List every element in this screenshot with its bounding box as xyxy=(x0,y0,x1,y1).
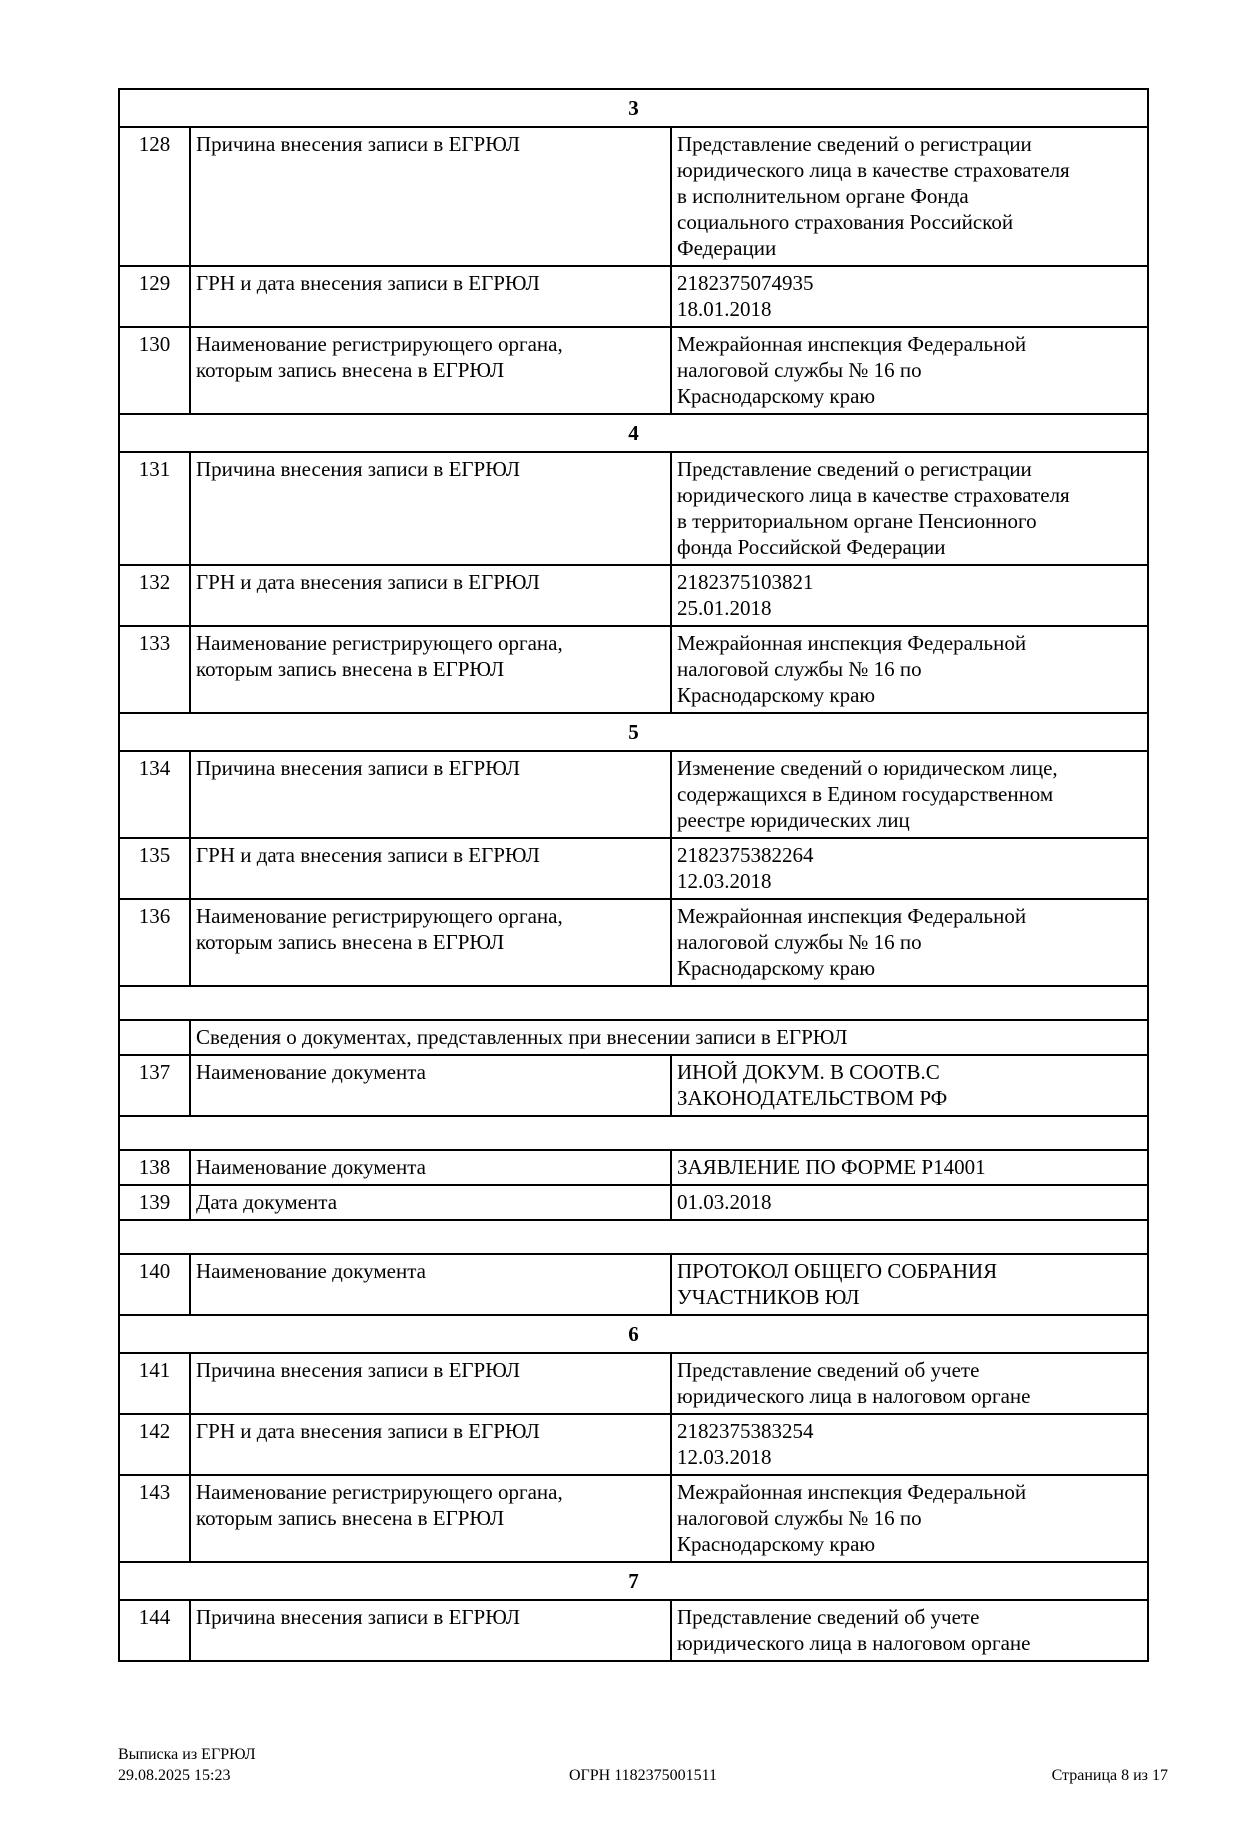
field-label-cell: Причина внесения записи в ЕГРЮЛ xyxy=(190,452,671,565)
field-value-cell: Межрайонная инспекция Федеральной налоговой службы № 16 по Краснодарскому краю xyxy=(671,327,1148,414)
footer-page-number: Страница 8 из 17 xyxy=(1051,1767,1168,1784)
field-value-cell: 2182375382264 12.03.2018 xyxy=(671,838,1148,899)
record-row xyxy=(119,327,1148,414)
field-label-cell: ГРН и дата внесения записи в ЕГРЮЛ xyxy=(190,1414,671,1475)
field-label-cell: ГРН и дата внесения записи в ЕГРЮЛ xyxy=(190,565,671,626)
field-value-cell: Представление сведений об учете юридического лица в налоговом органе xyxy=(671,1600,1148,1661)
record-row xyxy=(119,751,1148,838)
footer-ogrn: ОГРН 1182375001511 xyxy=(568,1767,718,1784)
field-label-cell: Наименование регистрирующего органа, которым запись внесена в ЕГРЮЛ xyxy=(190,327,671,414)
spacer-row xyxy=(119,986,1148,1020)
record-number-cell: 135 xyxy=(119,838,190,899)
field-label-cell: Наименование документа xyxy=(190,1055,671,1116)
record-number-cell: 140 xyxy=(119,1254,190,1315)
field-value-cell: Межрайонная инспекция Федеральной налоговой службы № 16 по Краснодарскому краю xyxy=(671,899,1148,986)
spacer-cell xyxy=(119,1220,1148,1254)
field-value-cell: Изменение сведений о юридическом лице, содержащихся в Едином государственном реестре юридических лиц xyxy=(671,751,1148,838)
field-label-cell: Причина внесения записи в ЕГРЮЛ xyxy=(190,1353,671,1414)
record-number-cell: 134 xyxy=(119,751,190,838)
field-value-cell: Представление сведений об учете юридического лица в налоговом органе xyxy=(671,1353,1148,1414)
field-label-cell: Причина внесения записи в ЕГРЮЛ xyxy=(190,1600,671,1661)
spacer-row xyxy=(119,1220,1148,1254)
record-row xyxy=(119,452,1148,565)
record-row xyxy=(119,1185,1148,1220)
spacer-cell xyxy=(119,986,1148,1020)
record-number-cell: 132 xyxy=(119,565,190,626)
field-label-cell: Наименование документа xyxy=(190,1150,671,1185)
record-row xyxy=(119,565,1148,626)
field-value-cell: Представление сведений о регистрации юридического лица в качестве страхователя в территориальном органе Пенсионного фонда Российской Федерации xyxy=(671,452,1148,565)
field-value-cell: 01.03.2018 xyxy=(671,1185,1148,1220)
record-number-cell: 139 xyxy=(119,1185,190,1220)
document-page xyxy=(0,88,1240,1843)
egrul-table-body xyxy=(119,89,1148,1661)
record-number-cell xyxy=(119,1020,190,1055)
section-number-row xyxy=(119,1562,1148,1600)
field-label-cell: Наименование документа xyxy=(190,1254,671,1315)
field-value-cell: 2182375074935 18.01.2018 xyxy=(671,266,1148,327)
record-number-cell: 144 xyxy=(119,1600,190,1661)
document-title: Выписка из ЕГРЮЛ xyxy=(118,1746,256,1763)
record-number-cell: 136 xyxy=(119,899,190,986)
record-row xyxy=(119,626,1148,713)
record-row xyxy=(119,838,1148,899)
record-row xyxy=(119,1414,1148,1475)
record-number-cell: 130 xyxy=(119,327,190,414)
record-number-cell: 143 xyxy=(119,1475,190,1562)
field-label-cell: Дата документа xyxy=(190,1185,671,1220)
field-label-cell: Наименование регистрирующего органа, которым запись внесена в ЕГРЮЛ xyxy=(190,626,671,713)
record-row xyxy=(119,1600,1148,1661)
record-row xyxy=(119,1254,1148,1315)
record-row xyxy=(119,266,1148,327)
section-number-row xyxy=(119,414,1148,452)
record-number-cell: 133 xyxy=(119,626,190,713)
section-number: 6 xyxy=(119,1315,1148,1353)
spacer-cell xyxy=(119,1116,1148,1150)
field-value-cell: 2182375383254 12.03.2018 xyxy=(671,1414,1148,1475)
section-number: 4 xyxy=(119,414,1148,452)
document-generated-datetime: 29.08.2025 15:23 xyxy=(118,1767,231,1784)
section-title-row xyxy=(119,1020,1148,1055)
record-number-cell: 129 xyxy=(119,266,190,327)
field-label-cell: Наименование регистрирующего органа, которым запись внесена в ЕГРЮЛ xyxy=(190,1475,671,1562)
record-row xyxy=(119,1353,1148,1414)
field-label-cell: Наименование регистрирующего органа, которым запись внесена в ЕГРЮЛ xyxy=(190,899,671,986)
field-label-cell: ГРН и дата внесения записи в ЕГРЮЛ xyxy=(190,838,671,899)
section-number: 3 xyxy=(119,89,1148,127)
record-number-cell: 142 xyxy=(119,1414,190,1475)
section-number-row xyxy=(119,1315,1148,1353)
field-value-cell: 2182375103821 25.01.2018 xyxy=(671,565,1148,626)
field-label-cell: Причина внесения записи в ЕГРЮЛ xyxy=(190,127,671,266)
section-number: 7 xyxy=(119,1562,1148,1600)
record-number-cell: 137 xyxy=(119,1055,190,1116)
record-row xyxy=(119,127,1148,266)
field-value-cell: ИНОЙ ДОКУМ. В СООТВ.С ЗАКОНОДАТЕЛЬСТВОМ РФ xyxy=(671,1055,1148,1116)
egrul-records-table xyxy=(118,88,1149,1662)
section-number-row xyxy=(119,713,1148,751)
record-number-cell: 131 xyxy=(119,452,190,565)
record-row xyxy=(119,1055,1148,1116)
spacer-row xyxy=(119,1116,1148,1150)
section-title: Сведения о документах, представленных при внесении записи в ЕГРЮЛ xyxy=(190,1020,1148,1055)
field-value-cell: Представление сведений о регистрации юридического лица в качестве страхователя в исполнительном органе Фонда социального страхования Российской Федерации xyxy=(671,127,1148,266)
field-value-cell: Межрайонная инспекция Федеральной налоговой службы № 16 по Краснодарскому краю xyxy=(671,1475,1148,1562)
field-value-cell: ПРОТОКОЛ ОБЩЕГО СОБРАНИЯ УЧАСТНИКОВ ЮЛ xyxy=(671,1254,1148,1315)
record-row xyxy=(119,899,1148,986)
field-value-cell: ЗАЯВЛЕНИЕ ПО ФОРМЕ Р14001 xyxy=(671,1150,1148,1185)
record-number-cell: 128 xyxy=(119,127,190,266)
record-number-cell: 141 xyxy=(119,1353,190,1414)
section-number-row xyxy=(119,89,1148,127)
field-value-cell: Межрайонная инспекция Федеральной налоговой службы № 16 по Краснодарскому краю xyxy=(671,626,1148,713)
section-number: 5 xyxy=(119,713,1148,751)
record-number-cell: 138 xyxy=(119,1150,190,1185)
record-row xyxy=(119,1475,1148,1562)
field-label-cell: Причина внесения записи в ЕГРЮЛ xyxy=(190,751,671,838)
record-row xyxy=(119,1150,1148,1185)
field-label-cell: ГРН и дата внесения записи в ЕГРЮЛ xyxy=(190,266,671,327)
